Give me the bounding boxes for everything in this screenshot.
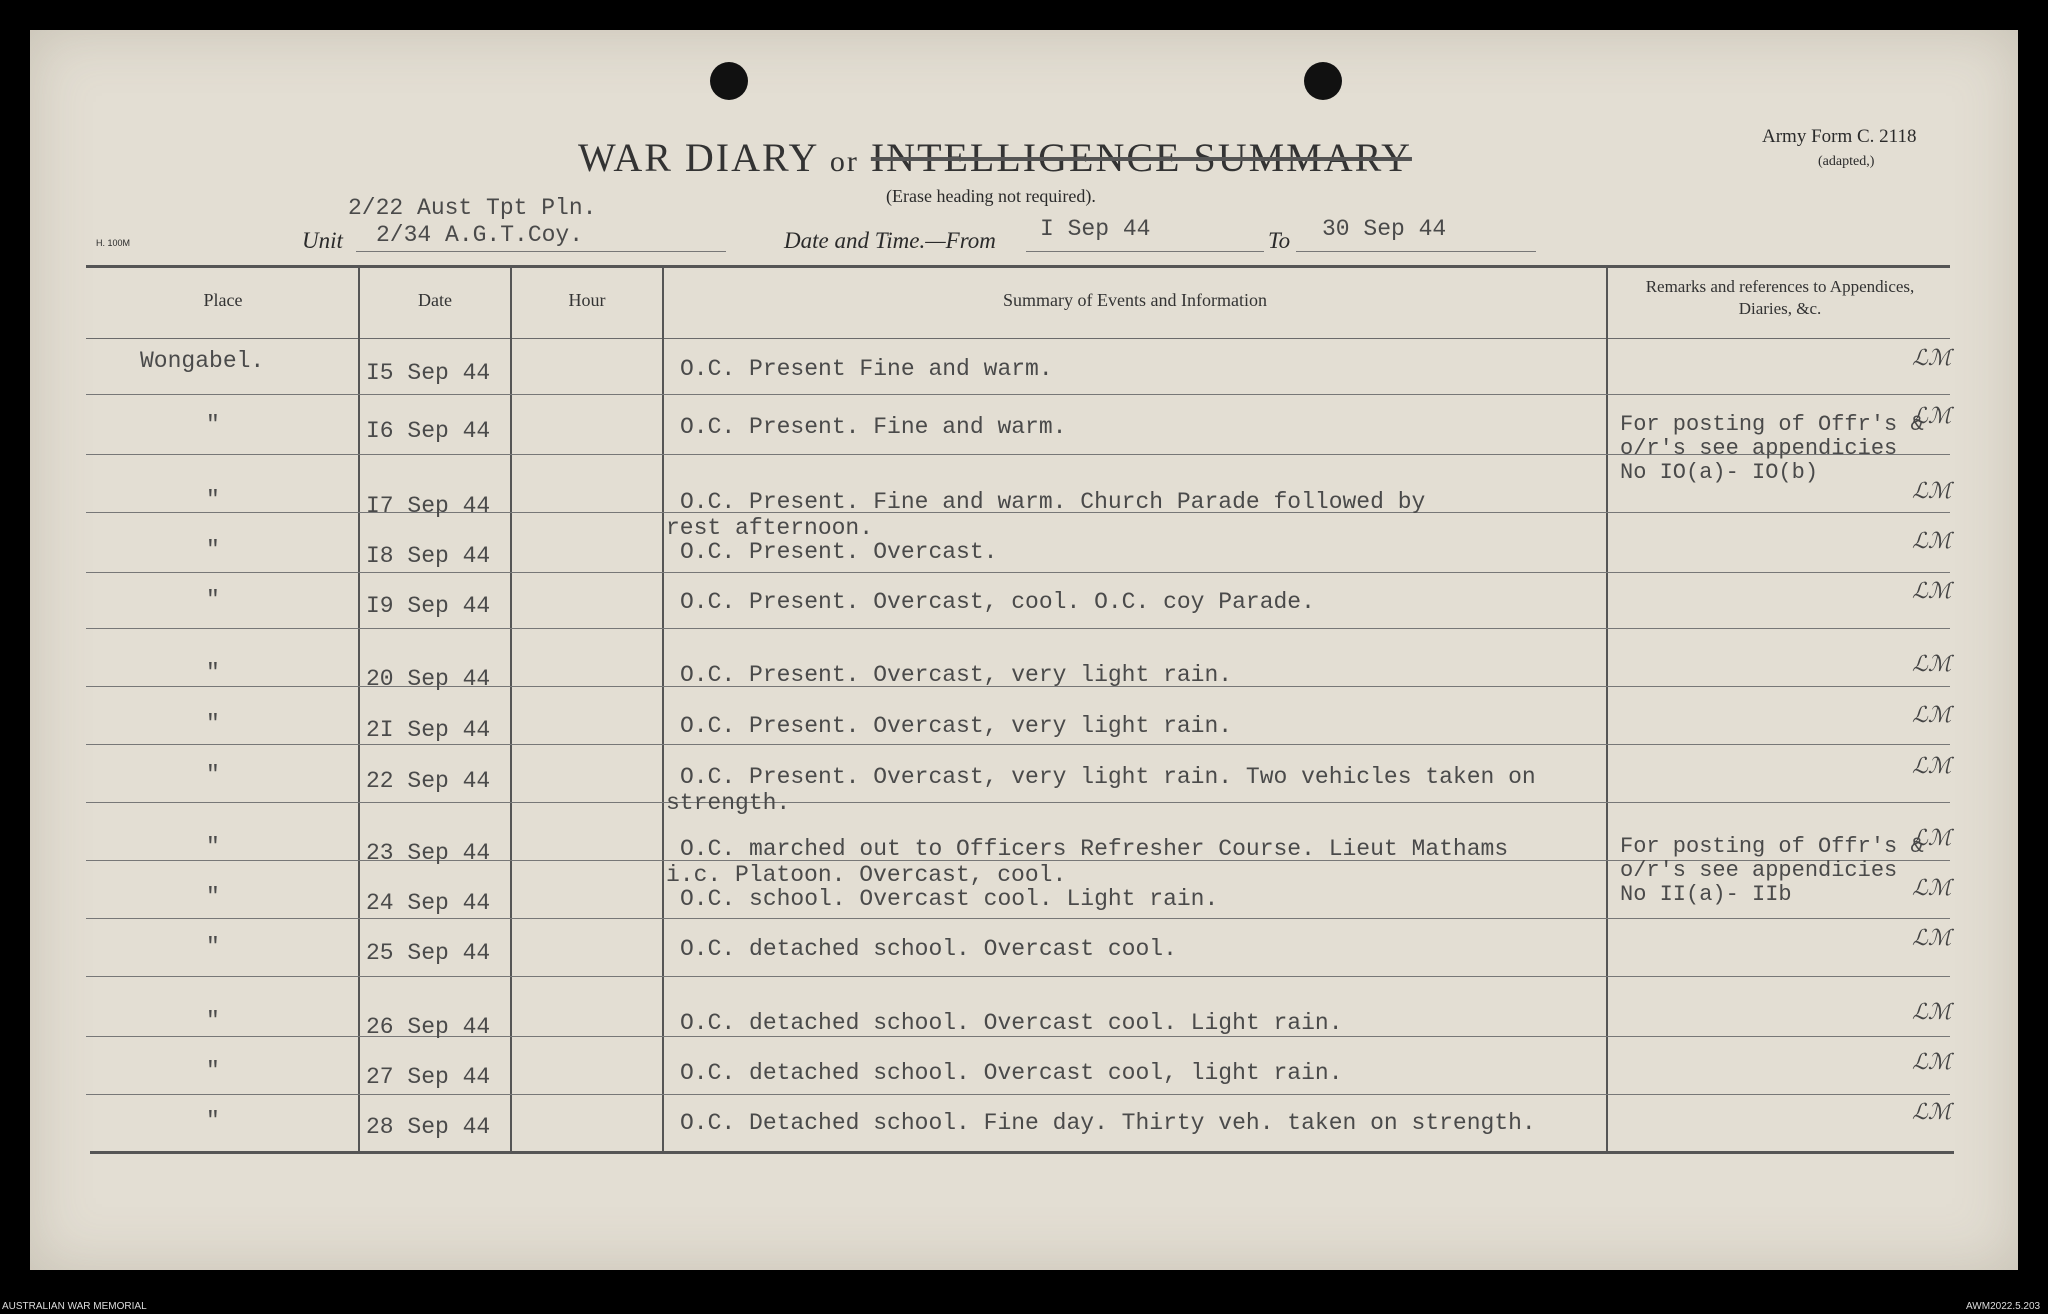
entry-summary-continued: strength. (666, 790, 791, 816)
entry-summary: O.C. Present. Fine and warm. (680, 414, 1067, 440)
entry-summary-continued: rest afternoon. (666, 515, 874, 541)
army-form-number: Army Form C. 2118 (1762, 126, 1917, 147)
unit-label: Unit (302, 228, 343, 253)
entry-summary: O.C. Present Fine and warm. (680, 356, 1053, 382)
officer-initials: ℒℳ (1912, 652, 1952, 677)
entry-place: Wongabel. (140, 348, 265, 374)
row-rule (86, 394, 1950, 395)
officer-initials: ℒℳ (1912, 1100, 1952, 1125)
row-rule (86, 976, 1950, 977)
entry-date: 26 Sep 44 (366, 1014, 491, 1040)
entry-summary: O.C. detached school. Overcast cool. Light rain. (680, 1010, 1343, 1036)
header-bottom-rule (86, 338, 1950, 339)
entry-remark: No IO(a)- IO(b) (1620, 460, 1819, 485)
row-rule (86, 802, 1950, 803)
entry-date: 20 Sep 44 (366, 666, 491, 692)
entry-date: I7 Sep 44 (366, 493, 491, 519)
entry-summary: O.C. Present. Overcast, very light rain. (680, 662, 1233, 688)
entry-summary: O.C. Present. Overcast, very light rain. (680, 713, 1233, 739)
officer-initials: ℒℳ (1912, 826, 1952, 851)
unit-underline (356, 251, 726, 252)
entry-remark: For posting of Offr's & (1620, 834, 1924, 859)
entry-place: " (206, 412, 220, 438)
table-bottom-rule (90, 1151, 1954, 1154)
entry-date: 2I Sep 44 (366, 717, 491, 743)
table-top-rule (86, 265, 1950, 268)
date-to-underline (1296, 251, 1536, 252)
unit-value-line2: 2/34 A.G.T.Coy. (376, 222, 584, 248)
row-rule (86, 744, 1950, 745)
row-rule (86, 1094, 1950, 1095)
entry-date: 22 Sep 44 (366, 768, 491, 794)
entry-date: I6 Sep 44 (366, 418, 491, 444)
officer-initials: ℒℳ (1912, 479, 1952, 504)
officer-initials: ℒℳ (1912, 1000, 1952, 1025)
entry-summary-continued: i.c. Platoon. Overcast, cool. (666, 862, 1067, 888)
officer-initials: ℒℳ (1912, 346, 1952, 371)
entry-date: 28 Sep 44 (366, 1114, 491, 1140)
officer-initials: ℒℳ (1912, 529, 1952, 554)
date-to-label: To (1268, 228, 1291, 253)
row-rule (86, 918, 1950, 919)
entry-place: " (206, 1058, 220, 1084)
col-header-remarks: Remarks and references to Appendices, Diaries, &c. (1645, 277, 1915, 318)
date-to-value: 30 Sep 44 (1322, 216, 1447, 242)
entry-place: " (206, 884, 220, 910)
date-from-underline (1026, 251, 1264, 252)
officer-initials: ℒℳ (1912, 404, 1952, 429)
entry-summary: O.C. Present. Fine and warm. Church Parade followed by (680, 489, 1426, 515)
row-rule (86, 628, 1950, 629)
officer-initials: ℒℳ (1912, 703, 1952, 728)
print-code: H. 100M (96, 238, 131, 248)
date-from-value: I Sep 44 (1040, 216, 1151, 242)
title-or: or (829, 145, 859, 178)
army-form-adapted: (adapted,) (1818, 154, 1875, 169)
entry-remark: For posting of Offr's & (1620, 412, 1924, 437)
entry-summary: O.C. Detached school. Fine day. Thirty veh. taken on strength. (680, 1110, 1536, 1136)
entry-date: I9 Sep 44 (366, 593, 491, 619)
form-title (578, 134, 1412, 181)
entry-remark: o/r's see appendicies (1620, 436, 1898, 461)
col-divider-date (510, 267, 512, 1151)
punch-hole-right (1304, 62, 1342, 100)
date-from-label: Date and Time.—From (784, 228, 996, 253)
unit-value-line1: 2/22 Aust Tpt Pln. (348, 195, 597, 221)
col-header-hour: Hour (568, 290, 606, 310)
entry-place: " (206, 711, 220, 737)
entry-place: " (206, 834, 220, 860)
erase-note: (Erase heading not required). (886, 186, 1096, 206)
punch-hole-left (710, 62, 748, 100)
entry-place: " (206, 1108, 220, 1134)
col-header-date: Date (418, 290, 452, 310)
entry-place: " (206, 587, 220, 613)
col-divider-summary (1606, 267, 1608, 1151)
entry-date: I8 Sep 44 (366, 543, 491, 569)
col-divider-hour (662, 267, 664, 1151)
entry-remark: o/r's see appendicies (1620, 858, 1898, 883)
entry-summary: O.C. marched out to Officers Refresher Course. Lieut Mathams (680, 836, 1509, 862)
officer-initials: ℒℳ (1912, 754, 1952, 779)
entry-place: " (206, 762, 220, 788)
col-divider-place (358, 267, 360, 1151)
entry-summary: O.C. Present. Overcast, cool. O.C. coy Parade. (680, 589, 1315, 615)
entry-place: " (206, 660, 220, 686)
entry-place: " (206, 934, 220, 960)
title-war-diary: WAR DIARY (578, 135, 818, 180)
entry-summary: O.C. detached school. Overcast cool. (680, 936, 1177, 962)
entry-date: I5 Sep 44 (366, 360, 491, 386)
officer-initials: ℒℳ (1912, 1050, 1952, 1075)
col-header-summary: Summary of Events and Information (1003, 290, 1267, 310)
entry-summary: O.C. detached school. Overcast cool, light rain. (680, 1060, 1343, 1086)
col-header-place: Place (203, 290, 243, 310)
footer-archive: AUSTRALIAN WAR MEMORIAL (2, 1301, 147, 1312)
footer-reference: AWM2022.5.203 (1966, 1301, 2041, 1312)
entry-place: " (206, 1008, 220, 1034)
entry-date: 25 Sep 44 (366, 940, 491, 966)
entry-summary: O.C. school. Overcast cool. Light rain. (680, 886, 1219, 912)
row-rule (86, 572, 1950, 573)
entry-date: 27 Sep 44 (366, 1064, 491, 1090)
entry-date: 23 Sep 44 (366, 840, 491, 866)
officer-initials: ℒℳ (1912, 579, 1952, 604)
entry-remark: No II(a)- IIb (1620, 882, 1792, 907)
entry-summary: O.C. Present. Overcast, very light rain. Two vehicles taken on (680, 764, 1536, 790)
officer-initials: ℒℳ (1912, 926, 1952, 951)
officer-initials: ℒℳ (1912, 876, 1952, 901)
entry-date: 24 Sep 44 (366, 890, 491, 916)
title-intelligence-summary: INTELLIGENCE SUMMARY (870, 135, 1412, 180)
entry-summary: O.C. Present. Overcast. (680, 539, 998, 565)
entry-place: " (206, 537, 220, 563)
entry-place: " (206, 487, 220, 513)
